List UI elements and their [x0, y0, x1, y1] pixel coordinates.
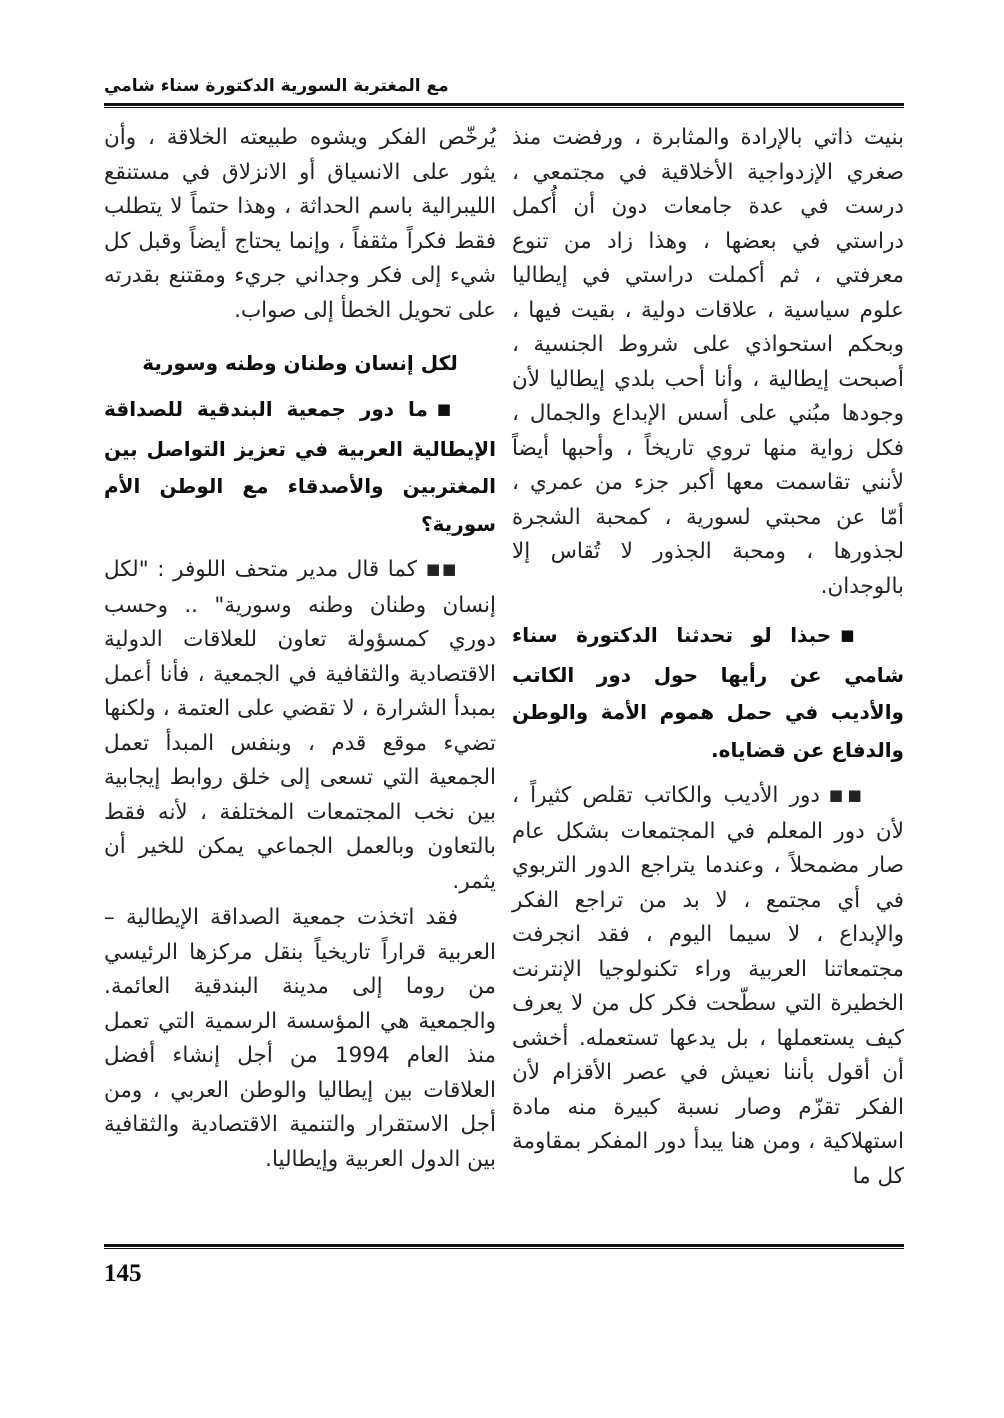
interview-answer [512, 779, 904, 1194]
answer-text: دور الأديب والكاتب تقلص كثيراً ، لأن دور المعلم في المجتمعات بشكل عام صار مضمحلاً ، وعندما يتراجع الدور التربوي في أي مجتمع ، لا بد من تراجع الفكر والإبداع ، لا سيما اليوم ، فقد انجرفت مجتمعاتنا العربية وراء تكنولوجيا الإنترنت الخطيرة التي سطّحت فكر كل من لا يعرف كيف يستعملها ، بل يدعها تستعمله. أخشى أن أقول بأننا نعيش في عصر الأقزام لأن الفكر تقزّم وصار نسبة كبيرة منه مادة استهلاكية ، ومن هنا يبدأ دور المفكر بمقاومة كل ما [512, 783, 904, 1189]
question-text: ما دور جمعية البندقية للصداقة الإيطالية العربية في تعزيز التواصل بين المغتربين والأصدقاء مع الوطن الأم سورية؟ [104, 397, 496, 536]
column-right [512, 121, 904, 1228]
answer-continuation-paragraph: يُرخّص الفكر ويشوه طبيعته الخلاقة ، وأن يثور على الانسياق أو الانزلاق في مستنقع الليبرالية باسم الحداثة ، وهذا حتماً لا يتطلب فقط فكراً مثقفاً ، وإنما يحتاج أيضاً وقبل كل شيء إلى فكر وجداني جريء ومقتنع بقدرته على تحويل الخطأ إلى صواب. [104, 125, 496, 323]
pull-quote-subhead: لكل إنسان وطنان وطنه وسورية [142, 351, 458, 375]
question-text: حبذا لو تحدثنا الدكتورة سناء شامي عن رأيها حول دور الكاتب والأديب في حمل هموم الأمة والوطن والدفاع عن قضاياه. [512, 623, 904, 762]
answer-continuation-paragraph: بنيت ذاتي بالإرادة والمثابرة ، ورفضت منذ صغري الإزدواجية الأخلاقية في مجتمعي ، درست في عدة جامعات دون أن أُكمل دراستي في بعضها ، وهذا زاد من تنوع معرفتي ، ثم أكملت دراستي في إيطاليا علوم سياسية ، علاقات دولية ، بقيت فيها ، وبحكم استحواذي على شروط الجنسية ، أصبحت إيطالية ، وأنا أحب بلدي إيطاليا لأن وجودها مبُني على أسس الإبداع والجمال ، فكل زواية منها تروي تاريخاً ، وأحبها أيضاً لأنني تقاسمت معها أكبر جزء من عمري ، أمّا عن محبتي لسورية ، كمحبة الشجرة لجذورها ، ومحبة الجذور لا تُقاس إلا بالوجدان. [512, 125, 904, 599]
page-footer [104, 1237, 904, 1288]
double-square-bullet-icon: ■■ [828, 786, 866, 804]
interview-question [512, 617, 904, 769]
column-left [104, 121, 496, 1228]
page-number: 145 [104, 1260, 142, 1287]
double-square-bullet-icon: ■■ [426, 560, 458, 578]
interview-answer [104, 553, 496, 899]
square-bullet-icon: ■ [436, 400, 458, 418]
interview-question [104, 391, 496, 543]
answer-text: كما قال مدير متحف اللوفر : "لكل إنسان وطنان وطنه وسورية" .. وحسب دوري كمسؤولة تعاون للعلاقات الدولية الاقتصادية والثقافية في الجمعية ، فأنا أعمل بمبدأ الشرارة ، لا تقضي على العتمة ، ولكنها تضيء موقع قدم ، وبنفس المبدأ تعمل الجمعية التي تسعى إلى خلق روابط إيجابية بين نخب المجتمعات المختلفة ، لأنه فقط بالتعاون وبالعمل الجماعي يمكن للخير أن يثمر. [104, 557, 496, 894]
page-content [104, 0, 904, 1228]
square-bullet-icon: ■ [840, 626, 866, 644]
text-columns [104, 108, 904, 1228]
closing-paragraph: فقد اتخذت جمعية الصداقة الإيطالية – العربية قراراً تاريخياً بنقل مركزها الرئيسي من روما إلى مدينة البندقية العائمة. والجمعية هي المؤسسة الرسمية التي تعمل منذ العام 1994 من أجل إنشاء أفضل العلاقات بين إيطاليا والوطن العربي ، ومن أجل الاستقرار والتنمية الاقتصادية والثقافية بين الدول العربية وإيطاليا. [104, 905, 496, 1172]
running-header-title: مع المغتربة السورية الدكتورة سناء شامي [104, 76, 449, 96]
footer-rule [104, 1244, 904, 1249]
